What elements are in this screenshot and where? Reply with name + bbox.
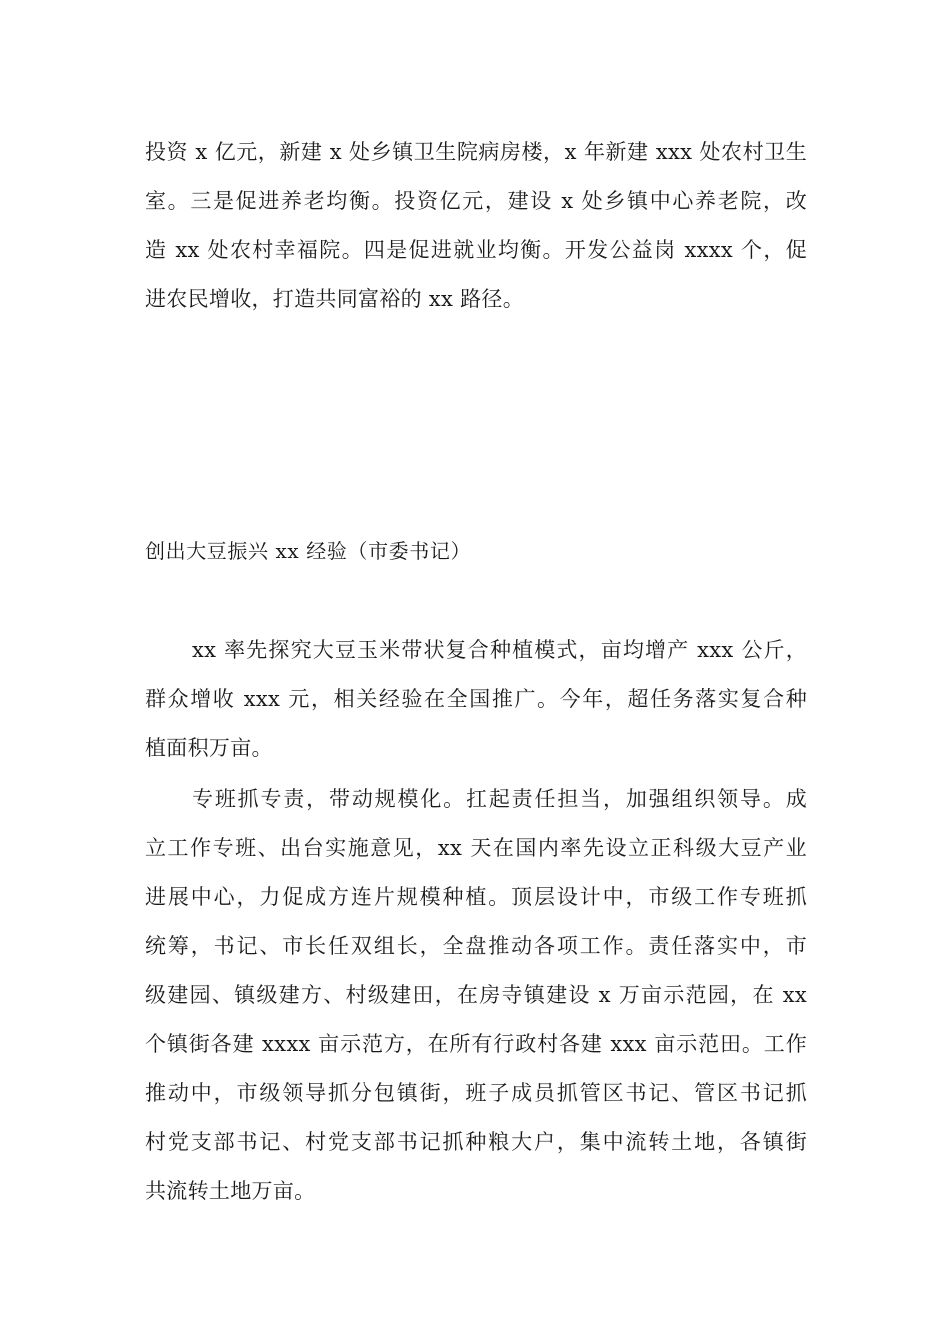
text-line: 室。三是促进养老均衡。投资亿元，建设 x 处乡镇中心养老院，改 [145,189,807,213]
text-line: xx 率先探究大豆玉米带状复合种植模式，亩均增产 xxx 公斤， [192,638,807,662]
text-line: 植面积万亩。 [145,736,273,760]
text-line: 统筹，书记、市长任双组长，全盘推动各项工作。责任落实中，市 [145,934,807,958]
text-line: 村党支部书记、村党支部书记抓种粮大户，集中流转土地，各镇街 [145,1130,807,1154]
text-line: 级建园、镇级建方、村级建田，在房寺镇建设 x 万亩示范园，在 xx [145,983,807,1007]
text-line: 共流转土地万亩。 [145,1179,316,1203]
text-line: 造 xx 处农村幸福院。四是促进就业均衡。开发公益岗 xxxx 个，促 [145,238,807,262]
text-line: 进农民增收，打造共同富裕的 xx 路径。 [145,287,525,311]
text-line: 群众增收 xxx 元，相关经验在全国推广。今年，超任务落实复合种 [145,687,807,711]
text-line: 投资 x 亿元，新建 x 处乡镇卫生院病房楼，x 年新建 xxx 处农村卫生 [145,140,807,164]
section-heading: 创出大豆振兴 xx 经验（市委书记） [145,539,472,563]
text-line: 立工作专班、出台实施意见，xx 天在国内率先设立正科级大豆产业 [145,836,807,860]
text-line: 推动中，市级领导抓分包镇街，班子成员抓管区书记、管区书记抓 [145,1081,807,1105]
text-line: 进展中心，力促成方连片规模种植。顶层设计中，市级工作专班抓 [145,885,807,909]
text-line: 个镇街各建 xxxx 亩示范方，在所有行政村各建 xxx 亩示范田。工作 [145,1032,807,1056]
text-line: 专班抓专责，带动规模化。扛起责任担当，加强组织领导。成 [192,787,807,811]
